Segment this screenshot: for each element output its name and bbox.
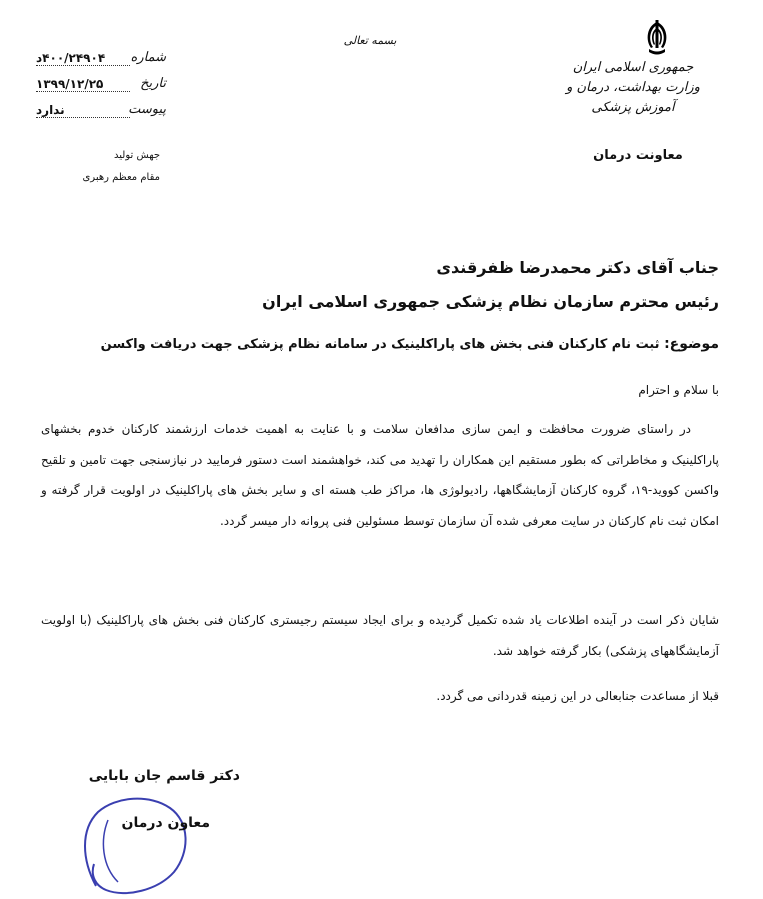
subject-text: ثبت نام کارکنان فنی بخش های پاراکلینیک در سامانه نظام پزشکی جهت دریافت واکسن bbox=[100, 337, 665, 352]
basmala: بسمه تعالی bbox=[343, 34, 397, 47]
signer-title: معاون درمان bbox=[121, 815, 210, 831]
greeting: با سلام و احترام bbox=[638, 383, 719, 397]
cc-line-2: مقام معظم رهبری bbox=[82, 172, 160, 183]
signature-mark bbox=[78, 790, 198, 899]
signer-name: دکتر قاسم جان بابایی bbox=[88, 768, 240, 784]
letter-attachment bbox=[36, 102, 166, 122]
subject-line bbox=[59, 336, 719, 352]
deputy-name: معاونت درمان bbox=[593, 148, 683, 163]
addressee-name: جناب آقای دکتر محمدرضا ظفرقندی bbox=[436, 258, 719, 277]
body-paragraph-2: شایان ذکر است در آینده اطلاعات یاد شده تکمیل گردیده و برای ایجاد سیستم رجیستری کارکنان فنی بخش های پاراکلینیک (با اولویت آزمایشگاههای پزشکی) بکار گرفته خواهد شد. bbox=[41, 613, 719, 658]
subject-label: موضوع: bbox=[664, 336, 719, 352]
addressee-title: رئیس محترم سازمان نظام پزشکی جمهوری اسلامی ایران bbox=[262, 292, 719, 311]
cc-slogan bbox=[20, 145, 160, 189]
letter-number bbox=[36, 50, 166, 70]
date-value: ۱۳۹۹/۱۲/۲۵ bbox=[36, 77, 130, 92]
iran-emblem-icon bbox=[639, 18, 675, 60]
body-paragraph-1: در راستای ضرورت محافظت و ایمن سازی مدافعان سلامت و با عنایت به اهمیت خدمات ارزشمند کارکنان خدوم بخشهای پاراکلینیک و مخاطراتی که بطور مستقیم این همکاران را تهدید می کند، خواهشمند است دستور فرمایید در نیازسنجی جهت تامین و تلقیح واکسن کووید-۱۹، گروه کارکنان آزمایشگاهها، رادیولوژی ها، مراکز طب هسته ای و سایر بخش های پاراکلینیک در اولویت قرار گرفته و امکان ثبت نام کارکنان در سایت معرفی شده آن سازمان توسط مسئولین فنی پروانه دار میسر گردد. bbox=[41, 422, 720, 528]
cc-line-1: جهش تولید bbox=[114, 150, 160, 161]
letter-date bbox=[36, 76, 166, 96]
number-label: شماره bbox=[130, 50, 166, 65]
number-value: ۴۰۰/۲۴۹۰۴د bbox=[36, 51, 130, 66]
closing-line: قبلا از مساعدت جنابعالی در این زمینه قدردانی می گردد. bbox=[436, 689, 719, 703]
attachment-label: پیوست bbox=[128, 102, 166, 117]
attachment-value: ندارد bbox=[36, 103, 130, 118]
date-label: تاریخ bbox=[140, 76, 166, 91]
ministry-name: جمهوری اسلامی ایران وزارت بهداشت، درمان و آموزش پزشکی bbox=[566, 60, 700, 115]
